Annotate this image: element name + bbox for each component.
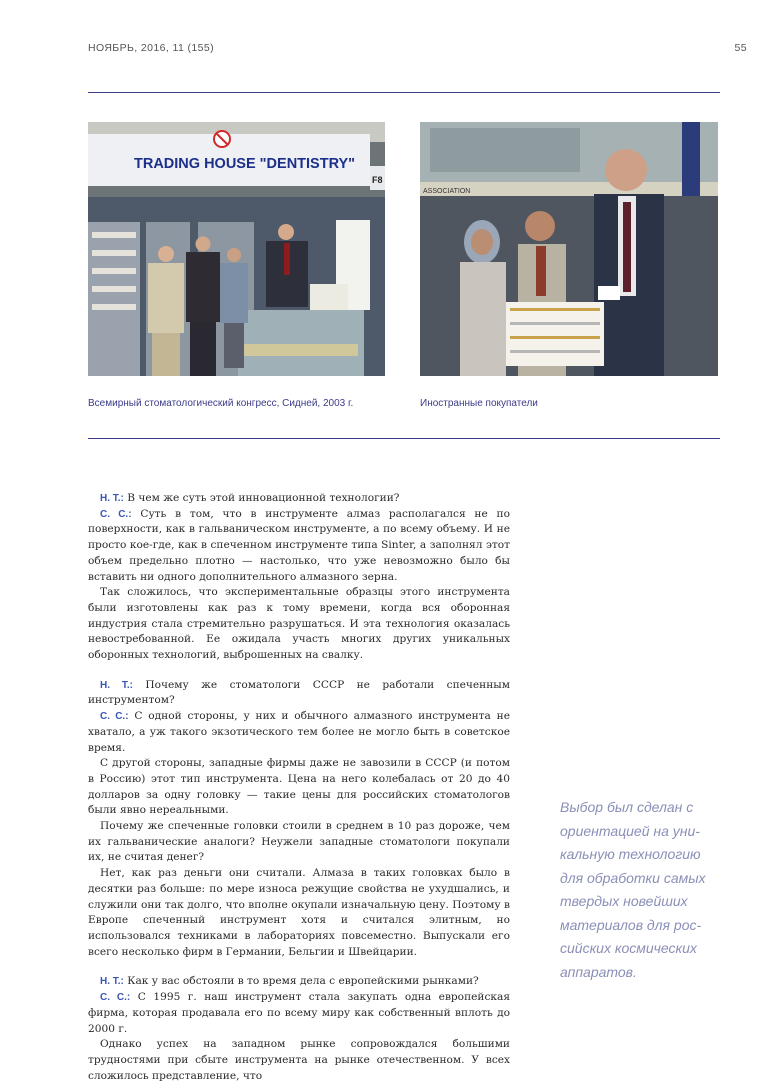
speaker-label: С. С.: bbox=[100, 711, 129, 723]
photo-dental-congress bbox=[88, 122, 385, 376]
paragraph bbox=[88, 709, 510, 756]
article-body bbox=[88, 491, 510, 1084]
photo-foreign-buyers bbox=[420, 122, 718, 376]
booth-number: F8 bbox=[372, 175, 383, 185]
issue-header: НОЯБРЬ, 2016, 11 (155) bbox=[88, 42, 215, 54]
caption-dental-congress: Всемирный стоматологический конгресс, Сидней, 2003 г. bbox=[88, 398, 354, 409]
pull-quote-line: материалов для рос- bbox=[560, 916, 702, 933]
pull-quote-line: твердых новейших bbox=[560, 893, 688, 909]
paragraph-text: Почему же спеченные головки стоили в среднем в 10 раз дороже, чем их гальванические аналоги? Неужели западные стоматологи покупали их, не считая денег? bbox=[88, 820, 510, 864]
paragraph-text: С другой стороны, западные фирмы даже не завозили в СССР (и потом в Россию) этот тип инструмента. Цена на него колебалась от 20 до 40 долларов за одну головку — такие цены для российских стоматологов были явно нереальными. bbox=[88, 757, 510, 817]
paragraph-text: Как у вас обстояли в то время дела с европейскими рынками? bbox=[127, 975, 479, 988]
middle-divider bbox=[88, 438, 720, 439]
paragraph bbox=[88, 756, 510, 819]
caption-foreign-buyers: Иностранные покупатели bbox=[420, 398, 538, 409]
banner-text: ASSOCIATION bbox=[423, 188, 471, 195]
paragraph-text: Однако успех на западном рынке сопровождался большими трудностями при сбыте инструмента на рынке отечественном. У всех сложилось представление, что bbox=[88, 1038, 510, 1082]
pull-quote-line: ориентацией на уни- bbox=[560, 822, 700, 839]
paragraph bbox=[88, 866, 510, 960]
paragraph bbox=[88, 819, 510, 866]
paragraph-text: С одной стороны, у них и обычного алмазного инструмента не хватало, а уж такого экзотического тем более не могло быть в советское время. bbox=[88, 710, 510, 754]
speaker-label: С. С.: bbox=[100, 508, 132, 520]
paragraph bbox=[88, 585, 510, 664]
paragraph-text: Так сложилось, что экспериментальные образцы этого инструмента были изготовлены как раз к тому времени, когда вся оборонная индустрия стала стремительно разрушаться. И эта технология оказалась невостребованной. Ее ожидала участь многих других уникальных оборонных технологий, выброшенных на свалку. bbox=[88, 586, 510, 662]
pull-quote-line: Выбор был сделан с bbox=[560, 799, 694, 815]
buyers-scene-image bbox=[420, 122, 718, 376]
paragraph-gap bbox=[88, 664, 510, 678]
pull-quote-line: сийских космических bbox=[560, 940, 697, 956]
speaker-label: Н. Т.: bbox=[100, 679, 133, 691]
top-divider bbox=[88, 92, 720, 93]
pull-quote-line: для обработки самых bbox=[560, 869, 706, 886]
booth-sign-text: TRADING HOUSE "DENTISTRY" bbox=[134, 156, 356, 172]
speaker-label: Н. Т.: bbox=[100, 976, 124, 988]
speaker-label: Н. Т.: bbox=[100, 493, 124, 504]
paragraph bbox=[88, 990, 510, 1037]
paragraph bbox=[88, 1037, 510, 1084]
pull-quote-line: кальную технологию bbox=[560, 846, 701, 862]
booth-scene-image bbox=[88, 122, 385, 376]
paragraph bbox=[88, 974, 510, 990]
paragraph-text: Почему же стоматологи СССР не работали спеченным инструментом? bbox=[88, 678, 510, 707]
paragraph-text: С 1995 г. наш инструмент стала закупать одна европейская фирма, которая продавала его по всему миру как собственный вплоть до 2000 г. bbox=[88, 991, 511, 1035]
paragraph-text: В чем же суть этой инновационной технологии? bbox=[127, 492, 400, 504]
paragraph-gap bbox=[88, 960, 510, 974]
page-number: 55 bbox=[734, 42, 747, 54]
pull-quote bbox=[560, 796, 735, 984]
paragraph-text: Нет, как раз деньги они считали. Алмаза в таких головках было в десятки раз больше: по мере износа режущие свойства не ухудшались, и служили они так долго, что вполне окупали изначальную цену. Поэтому в Европе спеченный инструмент хотя и считался элитным, но использовался техниками в лабораториях повсеместно. Выпускали его всего несколько фирм в Германии, Бельгии и Швейцарии. bbox=[88, 867, 510, 958]
speaker-label: С. С.: bbox=[100, 992, 131, 1004]
pull-quote-line: аппаратов. bbox=[560, 963, 637, 980]
paragraph bbox=[88, 491, 510, 507]
paragraph bbox=[88, 507, 510, 586]
paragraph bbox=[88, 678, 510, 709]
paragraph-text: Суть в том, что в инструменте алмаз располагался не по поверхности, как в гальваническом инструменте, а по всему объему. И не просто кое-где, как в спеченном инструменте типа Sinter, а заполнял этот объем предельно плотно — настолько, что уже невозможно было бы вставить ни одного дополнительного алмазного зерна. bbox=[88, 507, 510, 583]
